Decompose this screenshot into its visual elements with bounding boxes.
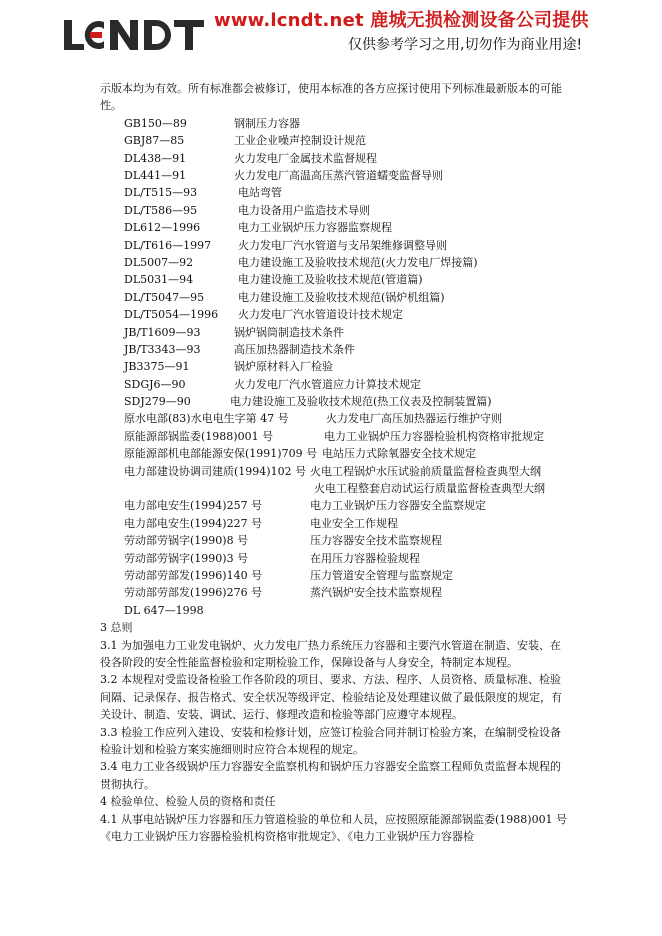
standard-code: JB3375—91 bbox=[124, 360, 190, 374]
standard-title: 电业安全工作规程 bbox=[310, 516, 398, 530]
standard-row bbox=[100, 602, 570, 619]
standard-row bbox=[100, 254, 570, 271]
intro-paragraph: 示版本均为有效。所有标准都会被修订，使用本标准的各方应探讨使用下列标准最新版本的可能性。 bbox=[100, 82, 562, 113]
standard-row bbox=[100, 480, 570, 497]
standard-row bbox=[100, 289, 570, 306]
section-3-2: 3.2 本规程对受监设备检验工作各阶段的项目、要求、方法、程序、人员资格、质量标准、检验间隔、记录保存、报告格式、安全状况等级评定、检验结论及处理建议做了最低限度的规定，有关设计、制造、安装、调试、运行、修理改造和检验等部门应遵守本规程。 bbox=[100, 673, 562, 722]
standard-title: 电力设备用户监造技术导则 bbox=[238, 203, 370, 217]
section-3-heading: 3 总则 bbox=[100, 621, 133, 635]
section-4-heading: 4 检验单位、检验人员的资格和责任 bbox=[100, 795, 276, 809]
standard-row bbox=[100, 184, 570, 201]
standard-code: DL612—1996 bbox=[124, 221, 201, 235]
standard-title: 电力工业锅炉压力容器安全监察规定 bbox=[310, 499, 486, 513]
standard-title: 在用压力容器检验规程 bbox=[310, 551, 420, 565]
standard-row bbox=[100, 515, 570, 532]
standard-code: 电力部建设协调司建质(1994)102 号 bbox=[124, 464, 307, 478]
standard-row bbox=[100, 376, 570, 393]
standard-code: 劳动部劳锅字(1990)8 号 bbox=[124, 534, 249, 548]
standard-title: 压力管道安全管理与监察规定 bbox=[310, 568, 453, 582]
standard-code: DL/T5054—1996 bbox=[124, 308, 219, 322]
standard-title: 工业企业噪声控制设计规范 bbox=[234, 134, 366, 148]
section-3-1: 3.1 为加强电力工业发电锅炉、火力发电厂热力系统压力容器和主要汽水管道在制造、安装、在役各阶段的安全性能监督检验和定期检验工作，保障设备与人身安全，特制定本规程。 bbox=[100, 638, 561, 669]
standard-title: 火力发电厂汽水管道设计技术规定 bbox=[238, 308, 403, 322]
standard-row bbox=[100, 497, 570, 514]
standard-row bbox=[100, 132, 570, 149]
section-4-1: 4.1 从事电站锅炉压力容器和压力管道检验的单位和人员，应按照原能源部锅监委(1988)001 号《电力工业锅炉压力容器检验机构资格审批规定》、《电力工业锅炉压力容器检 bbox=[100, 812, 568, 844]
standard-title: 火电工程锅炉水压试验前质量监督检查典型大纲 bbox=[310, 464, 541, 478]
standard-title: 电站压力式除氧器安全技术规定 bbox=[322, 447, 476, 461]
standard-code: DL/T515—93 bbox=[124, 186, 198, 200]
standard-code: GB150—89 bbox=[124, 116, 187, 130]
standard-code: DL 647—1998 bbox=[124, 603, 204, 617]
standard-code: DL438—91 bbox=[124, 151, 187, 165]
standard-code: 原能源部机电部能源安保(1991)709 号 bbox=[124, 447, 318, 461]
standard-title: 电力建设施工及验收技术规范(火力发电厂焊接篇) bbox=[238, 255, 478, 269]
standard-code: 劳动部劳部发(1996)276 号 bbox=[124, 586, 263, 600]
standard-row bbox=[100, 202, 570, 219]
standard-title: 火电工程整套启动试运行质量监督检查典型大纲 bbox=[314, 482, 545, 496]
disclaimer: 仅供参考学习之用,切勿作为商业用途! bbox=[348, 37, 583, 53]
standard-title: 火力发电厂高温高压蒸汽管道蠕变监督导则 bbox=[234, 168, 443, 182]
standard-row bbox=[100, 393, 570, 410]
standard-row bbox=[100, 445, 570, 462]
standard-row bbox=[100, 463, 570, 480]
standard-row bbox=[100, 271, 570, 288]
document-body bbox=[100, 80, 570, 845]
standard-row bbox=[100, 584, 570, 601]
standard-row bbox=[100, 115, 570, 132]
standard-title: 压力容器安全技术监察规程 bbox=[310, 534, 442, 548]
standard-code: DL5007—92 bbox=[124, 255, 194, 269]
standard-row bbox=[100, 324, 570, 341]
standard-row bbox=[100, 532, 570, 549]
lcndt-logo bbox=[60, 10, 210, 58]
standard-code: 电力部电安生(1994)257 号 bbox=[124, 499, 263, 513]
standard-title: 锅炉锅筒制造技术条件 bbox=[234, 325, 344, 339]
standard-code: 电力部电安生(1994)227 号 bbox=[124, 516, 263, 530]
standard-code: DL/T5047—95 bbox=[124, 290, 205, 304]
standard-row bbox=[100, 567, 570, 584]
standard-row bbox=[100, 219, 570, 236]
standard-row bbox=[100, 150, 570, 167]
standard-title: 蒸汽锅炉安全技术监察规程 bbox=[310, 586, 442, 600]
standard-code: 劳动部劳锅字(1990)3 号 bbox=[124, 551, 249, 565]
standard-code: DL441—91 bbox=[124, 168, 187, 182]
standard-title: 锅炉原材料入厂检验 bbox=[234, 360, 333, 374]
standard-title: 电力建设施工及验收技术规范(锅炉机组篇) bbox=[238, 290, 445, 304]
standard-row bbox=[100, 341, 570, 358]
standard-code: SDGJ6—90 bbox=[124, 377, 186, 391]
standard-code: JB/T3343—93 bbox=[124, 342, 201, 356]
standard-title: 火力发电厂高压加热器运行维护守则 bbox=[326, 412, 502, 426]
standard-code: 原水电部(83)水电电生字第 47 号 bbox=[124, 412, 289, 426]
standard-title: 电力工业锅炉压力容器检验机构资格审批规定 bbox=[324, 429, 544, 443]
standard-title: 高压加热器制造技术条件 bbox=[234, 342, 355, 356]
standard-row bbox=[100, 358, 570, 375]
standard-title: 火力发电厂金属技术监督规程 bbox=[234, 151, 377, 165]
standard-row bbox=[100, 167, 570, 184]
standard-title: 火力发电厂汽水管道与支吊架维修调整导则 bbox=[238, 238, 447, 252]
standard-title: 电力工业锅炉压力容器监察规程 bbox=[238, 221, 392, 235]
section-3-3: 3.3 检验工作应列入建设、安装和检修计划，应签订检验合同并制订检验方案，在编制受检设备检验计划和检验方案实施细则时应符合本规程的规定。 bbox=[100, 725, 561, 756]
standard-code: DL/T586—95 bbox=[124, 203, 198, 217]
standard-code: JB/T1609—93 bbox=[124, 325, 201, 339]
standard-code: DL/T616—1997 bbox=[124, 238, 212, 252]
standard-row bbox=[100, 306, 570, 323]
standard-code: SDJ279—90 bbox=[124, 395, 191, 409]
standard-row bbox=[100, 550, 570, 567]
standard-row bbox=[100, 410, 570, 427]
standard-code: DL5031—94 bbox=[124, 273, 194, 287]
standards-list bbox=[100, 115, 570, 619]
standard-code: GBJ87—85 bbox=[124, 134, 185, 148]
standard-code: 劳动部劳部发(1996)140 号 bbox=[124, 568, 263, 582]
standard-row bbox=[100, 237, 570, 254]
section-3-4: 3.4 电力工业各级锅炉压力容器安全监察机构和锅炉压力容器安全监察工程师负责监督本规程的贯彻执行。 bbox=[100, 760, 561, 791]
standard-row bbox=[100, 428, 570, 445]
page-header bbox=[0, 0, 662, 70]
standard-title: 电力建设施工及验收技术规范(管道篇) bbox=[238, 273, 423, 287]
standard-title: 电站弯管 bbox=[238, 186, 282, 200]
site-url: www.lcndt.net 鹿城无损检测设备公司提供 bbox=[214, 10, 589, 31]
standard-title: 火力发电厂汽水管道应力计算技术规定 bbox=[234, 377, 421, 391]
standard-title: 电力建设施工及验收技术规范(热工仪表及控制装置篇) bbox=[230, 395, 492, 409]
standard-title: 钢制压力容器 bbox=[234, 116, 300, 130]
standard-code: 原能源部锅监委(1988)001 号 bbox=[124, 429, 274, 443]
